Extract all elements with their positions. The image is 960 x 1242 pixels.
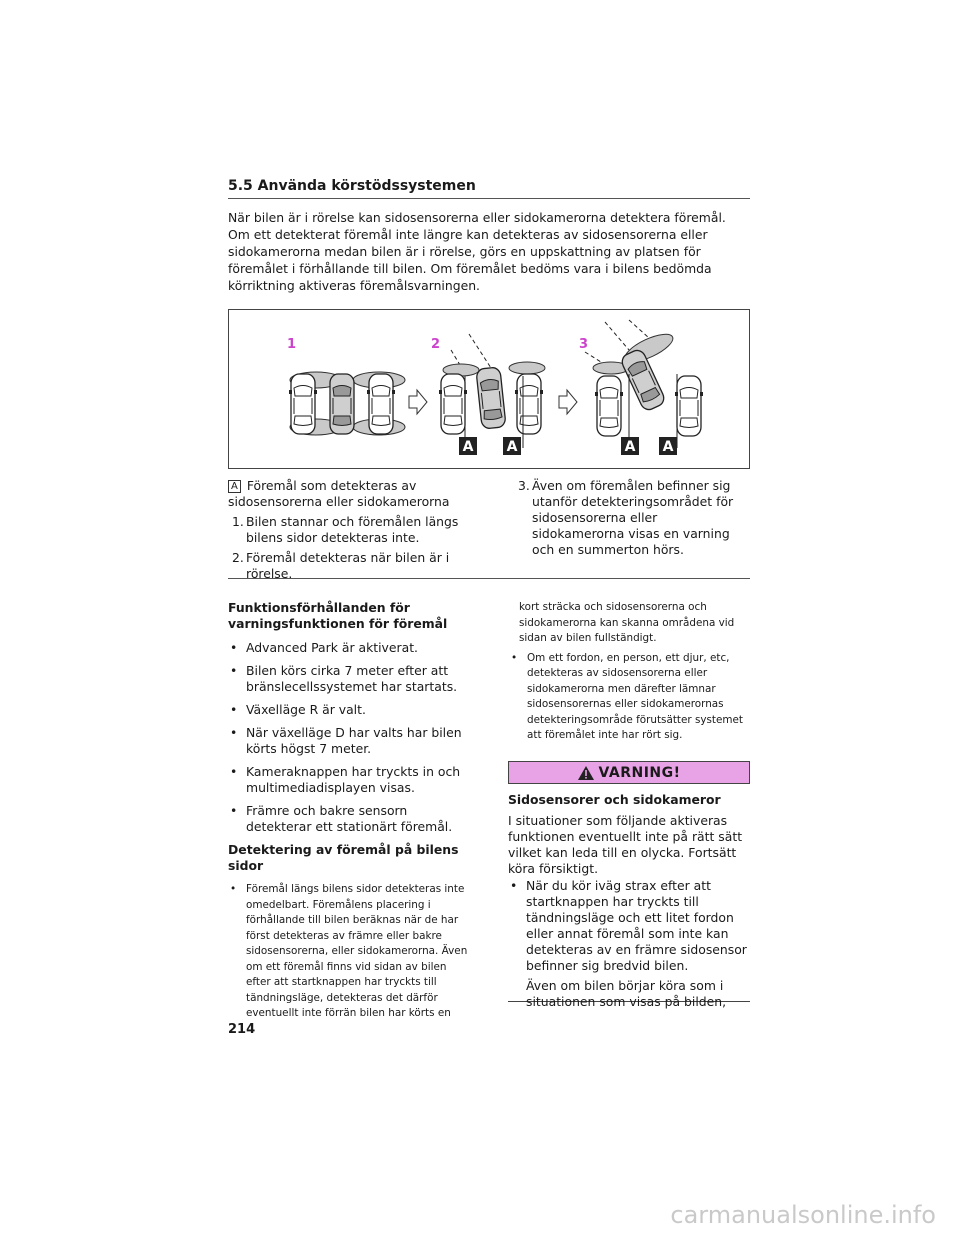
- warning-triangle-icon: [577, 765, 595, 781]
- intro-paragraph: När bilen är i rörelse kan sidosensorerna eller sidokamerorna detektera föremål. Om ett detekterat föremål inte längre kan detekteras av sidosensorerna eller sidokamerorna medan bilen är i rörelse, görs en uppskattning av platsen för föremålet i förhållande till bilen. Om föremålet bedöms vara i bilens bedömda körriktning aktiveras föremålsvarningen.: [228, 210, 726, 293]
- svg-text:A: A: [662, 439, 674, 455]
- legend-a-marker: A: [228, 480, 241, 493]
- heading-conditions: Funktionsförhållanden för varningsfunktionen för föremål: [228, 600, 448, 631]
- callout-a: [659, 437, 677, 455]
- list-item: • Om ett fordon, en person, ett djur, etc, detekteras av sidosensorerna eller sidokamerorna men därefter lämnar sidosensorernas eller sidokamerornas detekteringsområde förutsätter systemet att föremålet inte har rört sig.: [509, 651, 750, 744]
- figure-legend: [228, 478, 750, 581]
- heading-detection: Detektering av föremål på bilens sidor: [228, 842, 459, 873]
- continuation-text: kort sträcka och sidosensorerna och sidokamerorna kan skanna områdena vid sidan av bilen fullständigt.: [519, 601, 735, 644]
- legend-item-1: 1. Bilen stannar och föremålen längs bilens sidor detekteras inte.: [232, 514, 459, 545]
- legend-a-row: [228, 478, 478, 510]
- callout-a: [459, 437, 477, 455]
- list-item: • Främre och bakre sensorn detekterar ett stationärt föremål.: [228, 803, 468, 835]
- parking-illustration: [228, 309, 750, 469]
- legend-a-text: Föremål som detekteras av sidosensorerna eller sidokamerorna: [228, 478, 450, 509]
- step-label-1: 1: [287, 337, 297, 352]
- callout-a: [503, 437, 521, 455]
- legend-item-2: 2. Föremål detekteras när bilen är i rörelse.: [232, 550, 450, 581]
- warning-text: I situationer som följande aktiveras funktionen eventuellt inte på rätt sätt vilket kan leda till en olycka. Fortsätt köra försiktigt.: [508, 813, 743, 876]
- list-item: • Föremål längs bilens sidor detekteras inte omedelbart. Föremålens placering i förhållande till bilen beräknas när de har först detekteras av främre eller bakre sidosensorerna, eller sidokamerorna. Även om ett föremål finns vid sidan av bilen efter att startknappen har tryckts till tändningsläge, detekteras det därför eventuellt inte förrän bilen har körts en: [228, 882, 468, 1022]
- section-header: 5.5 Använda körstödssystemen: [228, 178, 750, 199]
- left-column: [228, 600, 468, 1026]
- list-item: • När du kör iväg strax efter att startknappen har tryckts till tändningsläge och ett litet fordon eller annat föremål som inte kan detekteras av en främre sidosensor befinner sig bredvid bilen.: [508, 878, 750, 974]
- svg-text:A: A: [624, 439, 636, 455]
- list-item: • När växelläge D har valts har bilen körts högst 7 meter.: [228, 725, 468, 757]
- callout-a: [621, 437, 639, 455]
- warning-title: VARNING!: [598, 764, 681, 781]
- divider: [228, 578, 750, 579]
- watermark: carmanualsonline.info: [670, 1201, 936, 1229]
- svg-text:A: A: [506, 439, 518, 455]
- arrow-icon: [559, 390, 577, 414]
- list-item: • Växelläge R är valt.: [228, 702, 468, 718]
- warning-subtitle: Sidosensorer och sidokameror: [508, 792, 721, 807]
- warning-box: [508, 761, 750, 1009]
- legend-item-3: 3. Även om föremålen befinner sig utanför detekteringsområdet för sidosensorerna eller sidokamerorna visas en varning och en summerton hörs.: [518, 478, 734, 557]
- parking-diagram: [229, 310, 749, 468]
- warning-continuation: Även om bilen börjar köra som i situationen som visas på bilden,: [526, 978, 727, 1009]
- arrow-icon: [409, 390, 427, 414]
- step-label-2: 2: [431, 337, 441, 352]
- svg-text:A: A: [462, 439, 474, 455]
- right-column: [509, 600, 750, 748]
- list-item: • Kameraknappen har tryckts in och multimediadisplayen visas.: [228, 764, 468, 796]
- warning-header: [508, 761, 750, 784]
- list-item: • Bilen körs cirka 7 meter efter att bränslecellssystemet har startats.: [228, 663, 468, 695]
- list-item: • Advanced Park är aktiverat.: [228, 640, 468, 656]
- page-number: 214: [228, 1022, 256, 1037]
- step-label-3: 3: [579, 337, 589, 352]
